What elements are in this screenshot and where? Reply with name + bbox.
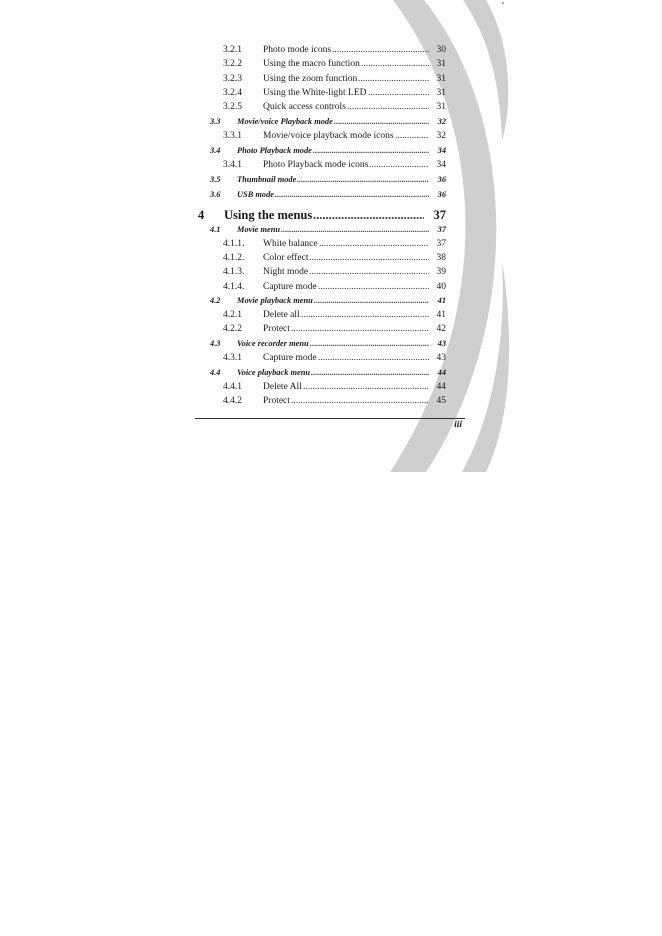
toc-entry-title: Voice playback menu [237,368,311,377]
toc-entry-number: 4.2.1 [223,310,242,320]
toc-entry-page: 32 [436,131,446,141]
toc-entry-title: Color effect [263,253,309,263]
toc-dot-leader [297,173,429,187]
toc-entry[interactable] [0,188,662,202]
toc-entry-title: Movie/voice playback mode icons [263,131,394,141]
toc-entry[interactable] [0,223,662,237]
toc-entry[interactable] [0,322,662,336]
toc-entry[interactable] [0,57,662,71]
toc-entry-title: Movie/voice Playback mode [237,117,333,126]
toc-entry-title: Delete all [263,310,300,320]
toc-entry[interactable] [0,380,662,394]
toc-entry-page: 30 [436,45,446,55]
toc-entry-title: White balance [263,239,318,249]
toc-dot-leader [309,251,429,265]
toc-dot-leader [369,158,429,172]
toc-entry-page: 37 [437,225,446,234]
toc-entry[interactable] [0,251,662,265]
toc-entry-title: Delete All [263,382,302,392]
toc-dot-leader [361,57,429,71]
toc-entry[interactable] [0,265,662,279]
toc-dot-leader [275,188,429,202]
toc-entry-number: 4.2.2 [223,324,242,334]
toc-entry[interactable] [0,206,662,224]
toc-entry-page: 42 [436,324,446,334]
toc-entry[interactable] [0,351,662,365]
toc-entry-number: 3.5 [210,175,221,184]
toc-entry-number: 4.1.3. [223,267,245,277]
toc-entry-title: Capture mode [263,282,317,292]
toc-dot-leader [291,394,429,408]
toc-dot-leader [313,144,429,158]
toc-entry-number: 4.3 [210,339,221,348]
toc-entry-title: Using the menus [224,208,313,222]
toc-entry-number: 4.4 [210,368,221,377]
toc-entry-title: Using the White-light LED [263,88,367,98]
toc-entry[interactable] [0,280,662,294]
toc-dot-leader [281,223,429,237]
toc-dot-leader [314,294,429,308]
toc-entry-page: 39 [436,267,446,277]
toc-entry[interactable] [0,173,662,187]
toc-entry[interactable] [0,43,662,57]
toc-entry[interactable] [0,144,662,158]
corner-dot [502,2,504,4]
toc-entry-title: Using the macro function [263,59,360,69]
toc-entry-page: 41 [436,310,446,320]
toc-dot-leader [291,322,429,336]
toc-dot-leader [395,129,429,143]
toc-entry[interactable] [0,100,662,114]
toc-entry-page: 40 [436,282,446,292]
toc-entry-number: 3.2.1 [223,45,242,55]
toc-dot-leader [313,206,424,224]
toc-entry-page: 43 [436,353,446,363]
toc-dot-leader [310,337,429,351]
toc-dot-leader [319,237,429,251]
toc-entry-number: 3.6 [210,190,221,199]
toc-dot-leader [303,380,429,394]
toc-entry-number: 3.4.1 [223,160,242,170]
toc-entry-number: 4.1.2. [223,253,245,263]
toc-entry-title: Photo mode icons [263,45,332,55]
toc-entry-title: Quick access controls [263,102,346,112]
toc-entry-title: Night mode [263,267,309,277]
toc-entry-title: Thumbnail mode [237,175,297,184]
toc-dot-leader [301,308,429,322]
toc-dot-leader [347,100,429,114]
toc-entry-title: USB mode [237,190,274,199]
toc-entry-number: 4 [198,208,205,222]
toc-entry[interactable] [0,158,662,172]
toc-entry-page: 44 [437,368,446,377]
toc-entry-title: Movie menu [237,225,281,234]
toc-dot-leader [368,86,429,100]
footer-rule [195,418,465,419]
toc-entry-page: 34 [437,146,446,155]
toc-entry-number: 3.3 [210,117,221,126]
toc-entry-title: Photo Playback mode [237,146,312,155]
toc-entry-number: 4.1 [210,225,221,234]
toc-entry-number: 4.4.2 [223,396,242,406]
toc-entry[interactable] [0,129,662,143]
toc-entry[interactable] [0,366,662,380]
toc-entry-page: 44 [436,382,446,392]
toc-entry-number: 4.3.1 [223,353,242,363]
toc-entry[interactable] [0,86,662,100]
page-number: iii [454,420,462,430]
toc-entry-number: 3.2.2 [223,59,242,69]
toc-entry[interactable] [0,294,662,308]
toc-entry-page: 45 [436,396,446,406]
toc-entry-page: 31 [436,102,446,112]
toc-entry-title: Capture mode [263,353,317,363]
toc-dot-leader [318,351,429,365]
toc-dot-leader [358,72,429,86]
toc-entry-page: 37 [433,208,446,222]
toc-entry-number: 3.2.5 [223,102,242,112]
toc-entry-number: 3.3.1 [223,131,242,141]
toc-entry-page: 32 [437,117,446,126]
toc-entry-title: Photo Playback mode icons [263,160,369,170]
toc-entry-title: Protect [263,396,290,406]
toc-entry-number: 4.2 [210,296,221,305]
toc-entry-number: 3.2.3 [223,74,242,84]
toc-entry-title: Using the zoom function [263,74,358,84]
toc-entry[interactable] [0,308,662,322]
toc-entry-number: 4.1.1. [223,239,245,249]
toc-entry-page: 36 [437,190,446,199]
toc-entry[interactable] [0,394,662,408]
toc-entry-title: Movie playback menu [237,296,313,305]
toc-entry-page: 31 [436,59,446,69]
toc-entry-number: 3.4 [210,146,221,155]
toc-entry[interactable] [0,115,662,129]
toc-dot-leader [334,115,429,129]
toc-entry-page: 36 [437,175,446,184]
toc-entry-number: 4.1.4. [223,282,245,292]
toc-entry[interactable] [0,337,662,351]
toc-entry-page: 38 [436,253,446,263]
toc-entry-title: Voice recorder menu [237,339,309,348]
toc-entry-page: 31 [436,88,446,98]
toc-entry-page: 37 [436,239,446,249]
toc-entry-number: 3.2.4 [223,88,242,98]
toc-dot-leader [318,280,429,294]
toc-entry-number: 4.4.1 [223,382,242,392]
toc-entry-page: 34 [436,160,446,170]
toc-entry-page: 43 [437,339,446,348]
toc-dot-leader [332,43,429,57]
toc-entry-page: 31 [436,74,446,84]
toc-entry-title: Protect [263,324,290,334]
toc-dot-leader [311,366,429,380]
toc-dot-leader [309,265,429,279]
toc-entry-page: 41 [437,296,446,305]
toc-entry[interactable] [0,72,662,86]
toc-entry[interactable] [0,237,662,251]
